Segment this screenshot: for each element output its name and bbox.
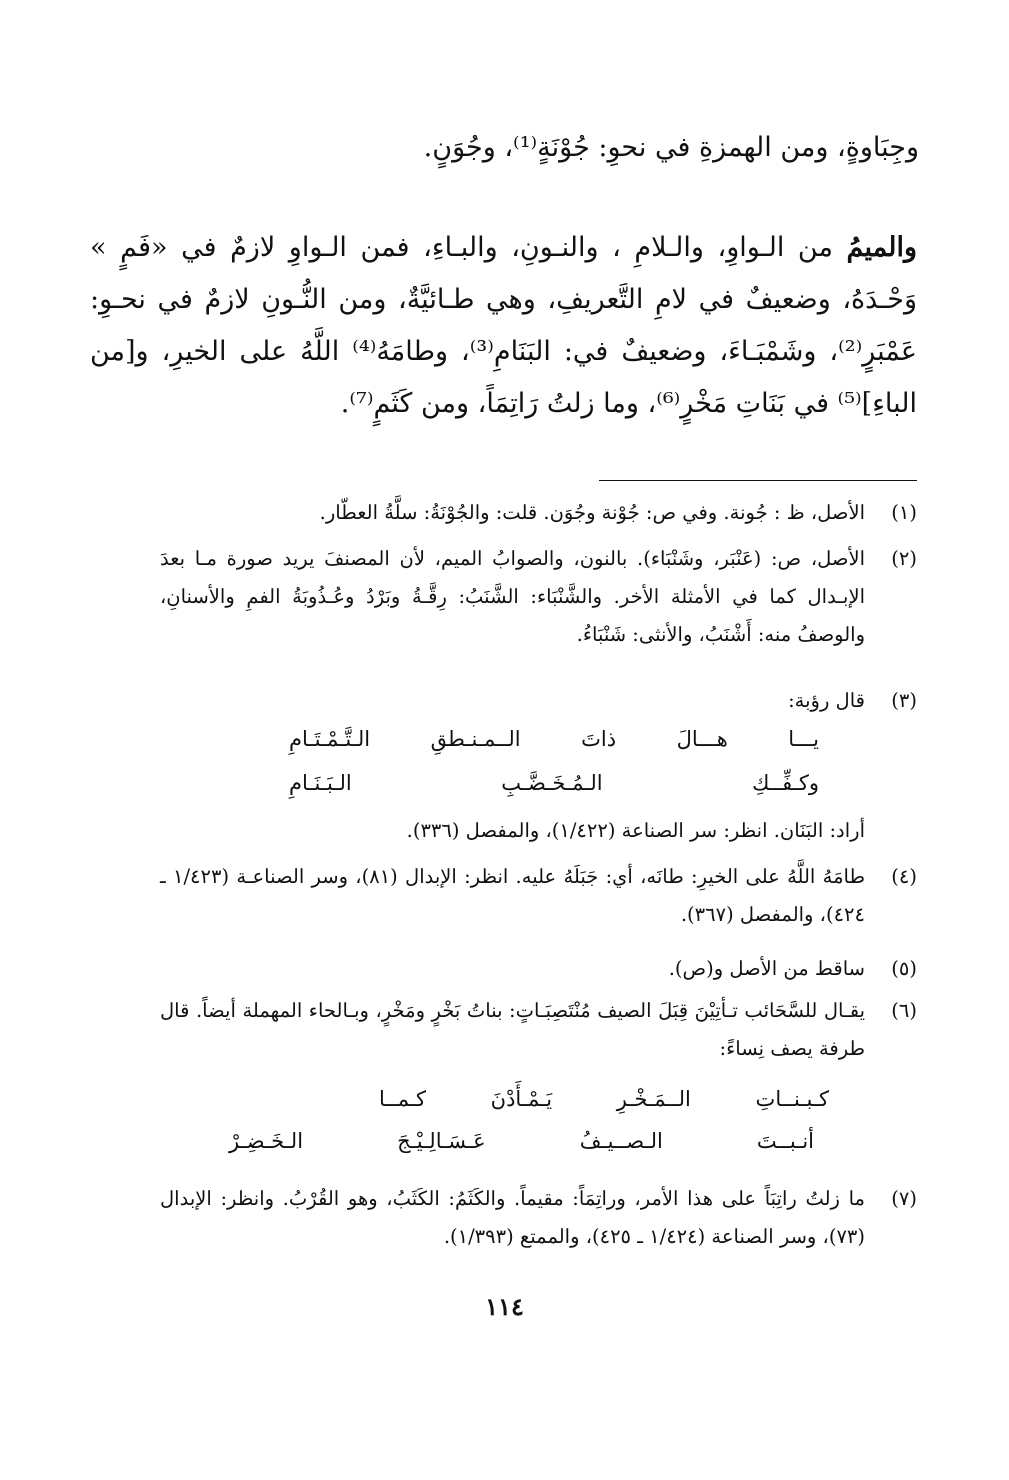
footnote-3-note [160,812,865,850]
footnote-number: (٧) [891,1187,917,1210]
verse-word: يـــا [788,727,819,751]
body-first-line: وجِبَاوةٍ، ومن الهمزةِ في نحوِ: جُوْنَةٍ⁽¹⁾، وجُوَنٍ. [423,132,919,163]
footnote-number: (٢) [891,547,917,570]
verse-word: يَـمْـأَدْنَ [490,1087,553,1111]
paragraph-lead-word: والميمُ [846,232,917,263]
verse-word: الـبَـنَـامِ [289,771,352,795]
verse-tarafa-line-2 [229,1124,814,1158]
verse-ruba-line-2 [289,766,819,800]
footnote-number: (٦) [891,999,917,1022]
verse-word: الـمُـخَـضَّـبِ [501,771,603,795]
verse-word: الـتَّـمْـتَـامِ [289,727,371,751]
verse-word: الـخَـضِـرْ [229,1129,304,1153]
verse-word: الـصــيـفُ [579,1129,663,1153]
verse-ruba-line-1 [289,722,819,756]
verse-word: الــمـنـطقِ [430,727,521,751]
footnote-number: (٣) [891,689,917,712]
footnote-number: (١) [891,501,917,524]
footnote-3 [160,682,917,720]
footnote-text: طامَهُ اللَّهُ على الخيرِ: طانَه، أي: جَبَلَهُ عليه. انظر: الإبدال (٨١)، وسر الصناعـة (١/٤٢٣ ـ ٤٢٤)، والمفصل (٣٦٧). [160,865,865,926]
verse-word: كـبـنــاتِ [755,1087,829,1111]
verse-word: أنـبــتَ [756,1129,814,1153]
verse-tarafa-line-1 [379,1082,829,1116]
verse-word: ذاتَ [581,727,617,751]
footnote-2 [160,540,917,654]
footnote-text: الأصل، ص: (عَنْبَر، وشَنْبَاء). بالنون، والصوابُ الميم، لأن المصنفَ يريد صورة مـا بعدَ الإبـدال كما في الأمثلة الأخر. والشَّنْبَاء: الشَّنَبُ: رِقَّـةُ وبَرْدُ وعُـذُوبَةُ الفمِ والأسنانِ، والوصفُ منه: أَشْنَبُ، والأنثى: شَنْبَاءُ. [160,547,865,646]
footnote-separator [599,480,917,481]
verse-word: عَـسَـالِـيْـجَ [397,1129,486,1153]
footnote-5 [160,950,917,988]
footnote-4 [160,858,917,934]
verse-word: وكـفِّــكِ [752,771,819,795]
page-number: ١١٤ [485,1292,524,1321]
footnote-text: الأصل، ظ : جُونة. وفي ص: جُوْنة وجُوَن. قلت: والجُوْنَةُ: سلَّةُ العطّار. [319,501,865,524]
footnote-text: أراد: البَنَان. انظر: سر الصناعة (١/٤٢٢)، والمفصل (٣٣٦). [406,819,865,842]
footnote-1 [160,494,917,532]
footnote-text: ساقط من الأصل و(ص). [668,957,865,980]
footnote-number: (٤) [891,865,917,888]
body-paragraph [90,222,917,430]
footnote-7 [160,1180,917,1256]
verse-word: الــمَـخْـرِ [616,1087,691,1111]
footnote-6 [160,992,917,1068]
verse-word: كـمــا [379,1087,427,1111]
paragraph-text: من الـواوِ، والـلامِ ، والنـونِ، والبـاءِ، فمن الـواوِ لازمٌ في «فَمٍ » وَحْـدَهُ، وضعيفٌ في لامِ التَّعريفِ، وهي طـائيَّةٌ، ومن النُّـونِ لازمٌ في نحـوِ: عَمْبَرٍ⁽²⁾، وشَمْبَـاءَ، وضعيفٌ في: البَنَامِ⁽³⁾، وطامَهُ⁽⁴⁾ اللَّهُ على الخيرِ، و[من الباءِ]⁽⁵⁾ في بَنَاتِ مَخْرٍ⁽⁶⁾، وما زلتُ رَاتِمَاً، ومن كَثَمٍ⁽⁷⁾. [90,232,917,419]
footnote-text: قال رؤبة: [788,689,865,712]
verse-word: هـــالَ [676,727,728,751]
footnote-text: يقـال للسَّحَائب تـأتِيْنَ قِبَلَ الصيف مُنْتَصِبَـاتٍ: بناتُ بَخْرٍ ومَخْرٍ، وبـالحاء المهملة أيضاً. قال طرفة يصف نِساءً: [160,999,865,1060]
footnote-text: ما زلتُ راتِبَاً على هذا الأمر، وراتِمَاً: مقيماً. والكَثَمُ: الكَثَبُ، وهو القُرْبُ. وانظر: الإبدال (٧٣)، وسر الصناعة (١/٤٢٤ ـ ٤٢٥)، والممتع (١/٣٩٣). [160,1187,865,1248]
footnote-number: (٥) [891,957,917,980]
